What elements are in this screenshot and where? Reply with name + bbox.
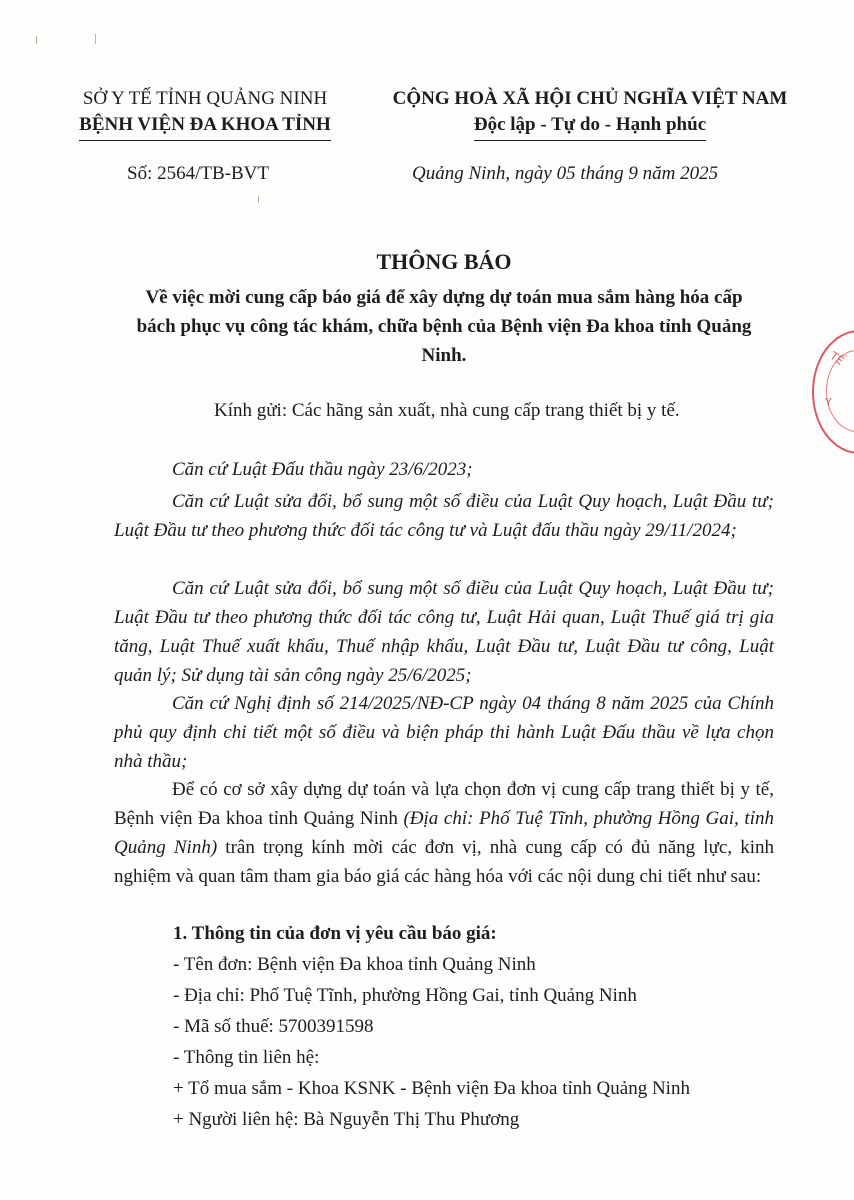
section-1-item: - Thông tin liên hệ:	[173, 1047, 320, 1068]
legal-basis-1: Căn cứ Luật Đấu thầu ngày 23/6/2023;	[172, 459, 473, 480]
section-1-heading: 1. Thông tin của đơn vị yêu cầu báo giá:	[173, 923, 497, 944]
org-line-2: BỆNH VIỆN ĐA KHOA TỈNH	[79, 112, 331, 141]
section-1-item: - Tên đơn: Bệnh viện Đa khoa tỉnh Quảng Ninh	[173, 954, 536, 975]
scan-mark	[258, 196, 259, 203]
section-1-item: - Mã số thuế: 5700391598	[173, 1016, 374, 1037]
section-1-item: + Người liên hệ: Bà Nguyễn Thị Thu Phương	[173, 1109, 520, 1130]
legal-basis-2: Căn cứ Luật sửa đổi, bổ sung một số điều của Luật Quy hoạch, Luật Đầu tư; Luật Đầu tư theo phương thức đối tác công tư và Luật đấu thầu ngày 29/11/2024;	[114, 491, 774, 541]
place-date: Quảng Ninh, ngày 05 tháng 9 năm 2025	[412, 163, 719, 184]
nation-line-1: CỘNG HOÀ XÃ HỘI CHỦ NGHĨA VIỆT NAM	[392, 88, 788, 109]
document-number: Số: 2564/TB-BVT	[127, 163, 269, 184]
org-line-1: SỞ Y TẾ TỈNH QUẢNG NINH	[82, 88, 328, 109]
section-1-item: - Địa chỉ: Phố Tuệ Tĩnh, phường Hồng Gai, tỉnh Quảng Ninh	[173, 985, 637, 1006]
section-1-item: + Tổ mua sắm - Khoa KSNK - Bệnh viện Đa khoa tỉnh Quảng Ninh	[173, 1078, 690, 1099]
org-block	[40, 86, 370, 141]
document-title: THÔNG BÁO	[376, 249, 512, 274]
scan-mark	[36, 36, 37, 44]
intro-paragraph	[114, 775, 774, 891]
legal-basis-4: Căn cứ Nghị định số 214/2025/NĐ-CP ngày 04 tháng 8 năm 2025 của Chính phủ quy định chi tiết một số điều và biện pháp thi hành Luật Đấu thầu về lựa chọn nhà thầu;	[114, 693, 774, 772]
scan-mark	[95, 34, 96, 44]
intro-text-2: trân trọng kính mời các đơn vị, nhà cung cấp có đủ năng lực, kinh nghiệm và quan tâm tham gia báo giá các hàng hóa với các nội dung chi tiết như sau:	[114, 837, 774, 887]
legal-basis-3: Căn cứ Luật sửa đổi, bổ sung một số điều của Luật Quy hoạch, Luật Đầu tư; Luật Đầu tư theo phương thức đối tác công tư, Luật Hải quan, Luật Thuế giá trị gia tăng, Luật Thuế xuất khẩu, Thuế nhập khẩu, Luật Đầu tư, Luật Đầu tư công, Luật quản lý; Sử dụng tài sản công ngày 25/6/2025;	[114, 578, 774, 686]
intro-address: (Địa chỉ: Phố Tuệ Tĩnh, phường Hồng Gai, tỉnh Quảng Ninh)	[114, 808, 774, 858]
nation-block	[350, 86, 830, 141]
seal-text: TẾ	[827, 349, 847, 368]
seal-text: Y	[825, 396, 832, 409]
recipient-line: Kính gửi: Các hãng sản xuất, nhà cung cấp trang thiết bị y tế.	[214, 400, 680, 421]
nation-line-2: Độc lập - Tự do - Hạnh phúc	[474, 112, 706, 141]
document-subject: Về việc mời cung cấp báo giá để xây dựng dự toán mua sắm hàng hóa cấp bách phục vụ công tác khám, chữa bệnh của Bệnh viện Đa khoa tỉnh Quảng Ninh.	[136, 287, 752, 366]
intro-text-1: Để có cơ sở xây dựng dự toán và lựa chọn đơn vị cung cấp trang thiết bị y tế, Bệnh viện Đa khoa tỉnh Quảng Ninh	[114, 779, 774, 829]
